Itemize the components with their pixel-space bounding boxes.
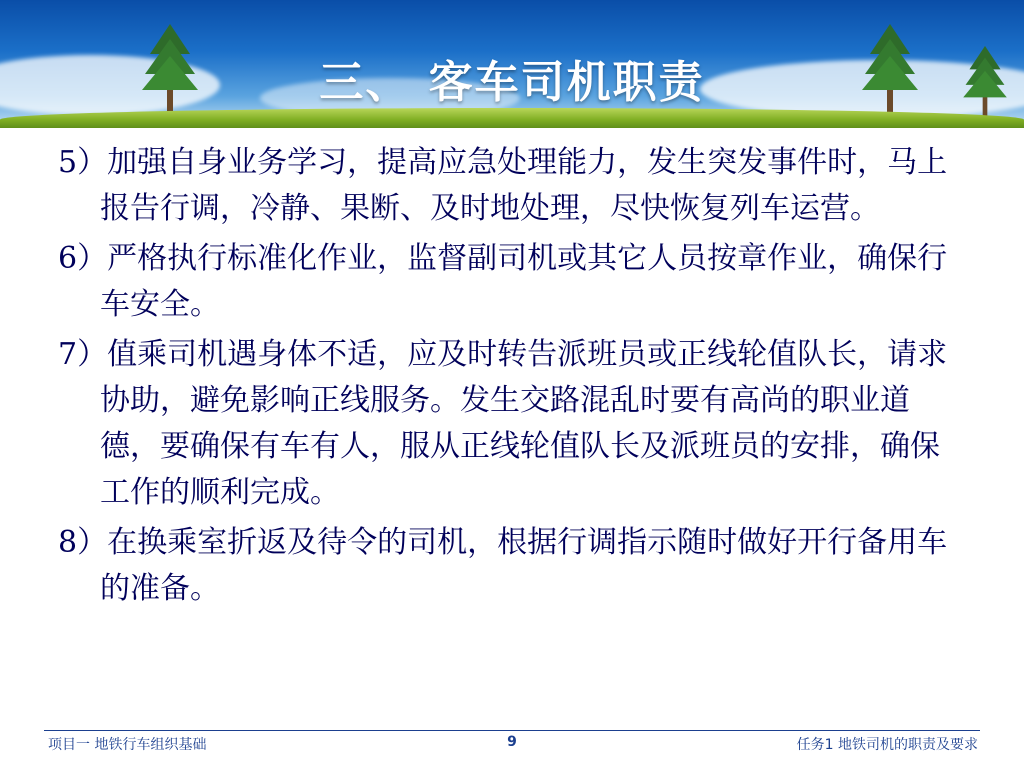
slide-title: 三、 客车司机职责 bbox=[319, 57, 705, 108]
footer-right-text: 任务1 地铁司机的职责及要求 bbox=[796, 737, 978, 753]
footer-left-text: 项目一 地铁行车组织基础 bbox=[48, 737, 207, 753]
grass-decoration bbox=[0, 108, 1024, 128]
duty-item-6: 6）严格执行标准化作业，监督副司机或其它人员按章作业，确保行车安全。 bbox=[58, 241, 948, 322]
duty-item-5: 5）加强自身业务学习，提高应急处理能力，发生突发事件时，马上报告行调，冷静、果断、及时地处理，尽快恢复列车运营。 bbox=[58, 145, 948, 226]
duty-item-7: 7）值乘司机遇身体不适，应及时转告派班员或正线轮值队长，请求协助，避免影响正线服务。发生交路混乱时要有高尚的职业道德，要确保有车有人，服从正线轮值队长及派班员的安排，确保工作的顺利完成。 bbox=[58, 337, 948, 510]
slide-content bbox=[58, 140, 968, 616]
footer-divider bbox=[44, 730, 980, 731]
page-number: 9 bbox=[507, 734, 517, 750]
header-banner bbox=[0, 0, 1024, 128]
duty-item-8: 8）在换乘室折返及待令的司机，根据行调指示随时做好开行备用车的准备。 bbox=[58, 525, 948, 606]
